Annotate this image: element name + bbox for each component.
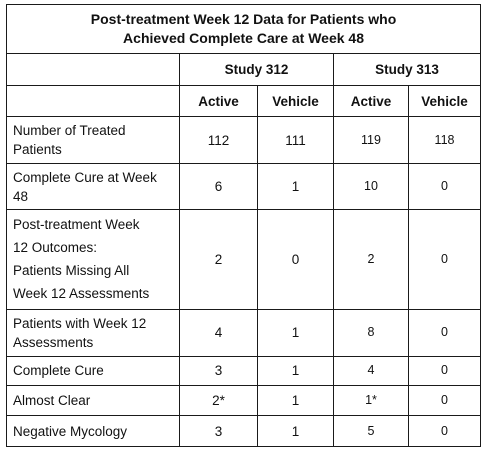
- study-313-vehicle-value: 118: [409, 116, 481, 164]
- study-312-header: Study 312: [180, 53, 334, 86]
- table-row: [7, 356, 481, 385]
- study-313-vehicle-value: 0: [409, 309, 481, 356]
- study-313-active-value: 10: [334, 164, 409, 210]
- row-label: [7, 210, 180, 310]
- table-row: [7, 164, 481, 210]
- row-label-line: Week 12 Assessments: [13, 286, 150, 302]
- study-313-vehicle-header: Vehicle: [409, 86, 481, 116]
- study-312-active-value: 3: [180, 356, 258, 385]
- table-row: [7, 210, 481, 310]
- table-row: [7, 416, 481, 447]
- study-header-row: [7, 53, 481, 86]
- table-row: [7, 309, 481, 356]
- row-label: Patients with Week 12 Assessments: [7, 309, 180, 356]
- study-312-active-header: Active: [180, 86, 258, 116]
- table-title: [7, 5, 481, 54]
- study-313-vehicle-value: 0: [409, 385, 481, 415]
- study-313-header: Study 313: [334, 53, 481, 86]
- row-label: Complete Cure: [7, 356, 180, 385]
- study-313-active-value: 8: [334, 309, 409, 356]
- study-312-active-value: 3: [180, 416, 258, 447]
- study-313-active-value: 5: [334, 416, 409, 447]
- table-title-line-1: Post-treatment Week 12 Data for Patients who: [90, 10, 397, 27]
- data-table: [6, 4, 481, 447]
- study-312-vehicle-value: 1: [258, 416, 334, 447]
- row-label: Negative Mycology: [7, 416, 180, 447]
- study-313-vehicle-value: 0: [409, 210, 481, 310]
- table-row: [7, 116, 481, 164]
- row-label: Complete Cure at Week 48: [7, 164, 180, 210]
- study-313-active-value: 119: [334, 116, 409, 164]
- row-label-line: Post-treatment Week: [13, 217, 140, 233]
- study-312-vehicle-value: 111: [258, 116, 334, 164]
- study-312-active-value: 2: [180, 210, 258, 310]
- row-label-line: Patients Missing All: [13, 263, 130, 279]
- row-label: Almost Clear: [7, 385, 180, 415]
- table-row: [7, 385, 481, 415]
- study-313-active-header: Active: [334, 86, 409, 116]
- study-312-vehicle-header: Vehicle: [258, 86, 334, 116]
- study-312-active-value: 6: [180, 164, 258, 210]
- title-row: [7, 5, 481, 54]
- study-313-active-value: 1*: [334, 385, 409, 415]
- study-312-active-value: 2*: [180, 385, 258, 415]
- study-312-vehicle-value: 0: [258, 210, 334, 310]
- sub-header-row: [7, 86, 481, 116]
- study-313-active-value: 4: [334, 356, 409, 385]
- study-313-vehicle-value: 0: [409, 416, 481, 447]
- study-312-active-value: 112: [180, 116, 258, 164]
- study-312-vehicle-value: 1: [258, 309, 334, 356]
- row-label-line: 12 Outcomes:: [13, 240, 98, 256]
- study-313-active-value: 2: [334, 210, 409, 310]
- empty-header-cell: [7, 86, 180, 116]
- table-title-line-2: Achieved Complete Care at Week 48: [123, 29, 364, 46]
- row-label: Number of Treated Patients: [7, 116, 180, 164]
- study-312-vehicle-value: 1: [258, 356, 334, 385]
- study-312-vehicle-value: 1: [258, 164, 334, 210]
- empty-header-cell: [7, 53, 180, 86]
- study-312-active-value: 4: [180, 309, 258, 356]
- study-312-vehicle-value: 1: [258, 385, 334, 415]
- study-313-vehicle-value: 0: [409, 164, 481, 210]
- study-313-vehicle-value: 0: [409, 356, 481, 385]
